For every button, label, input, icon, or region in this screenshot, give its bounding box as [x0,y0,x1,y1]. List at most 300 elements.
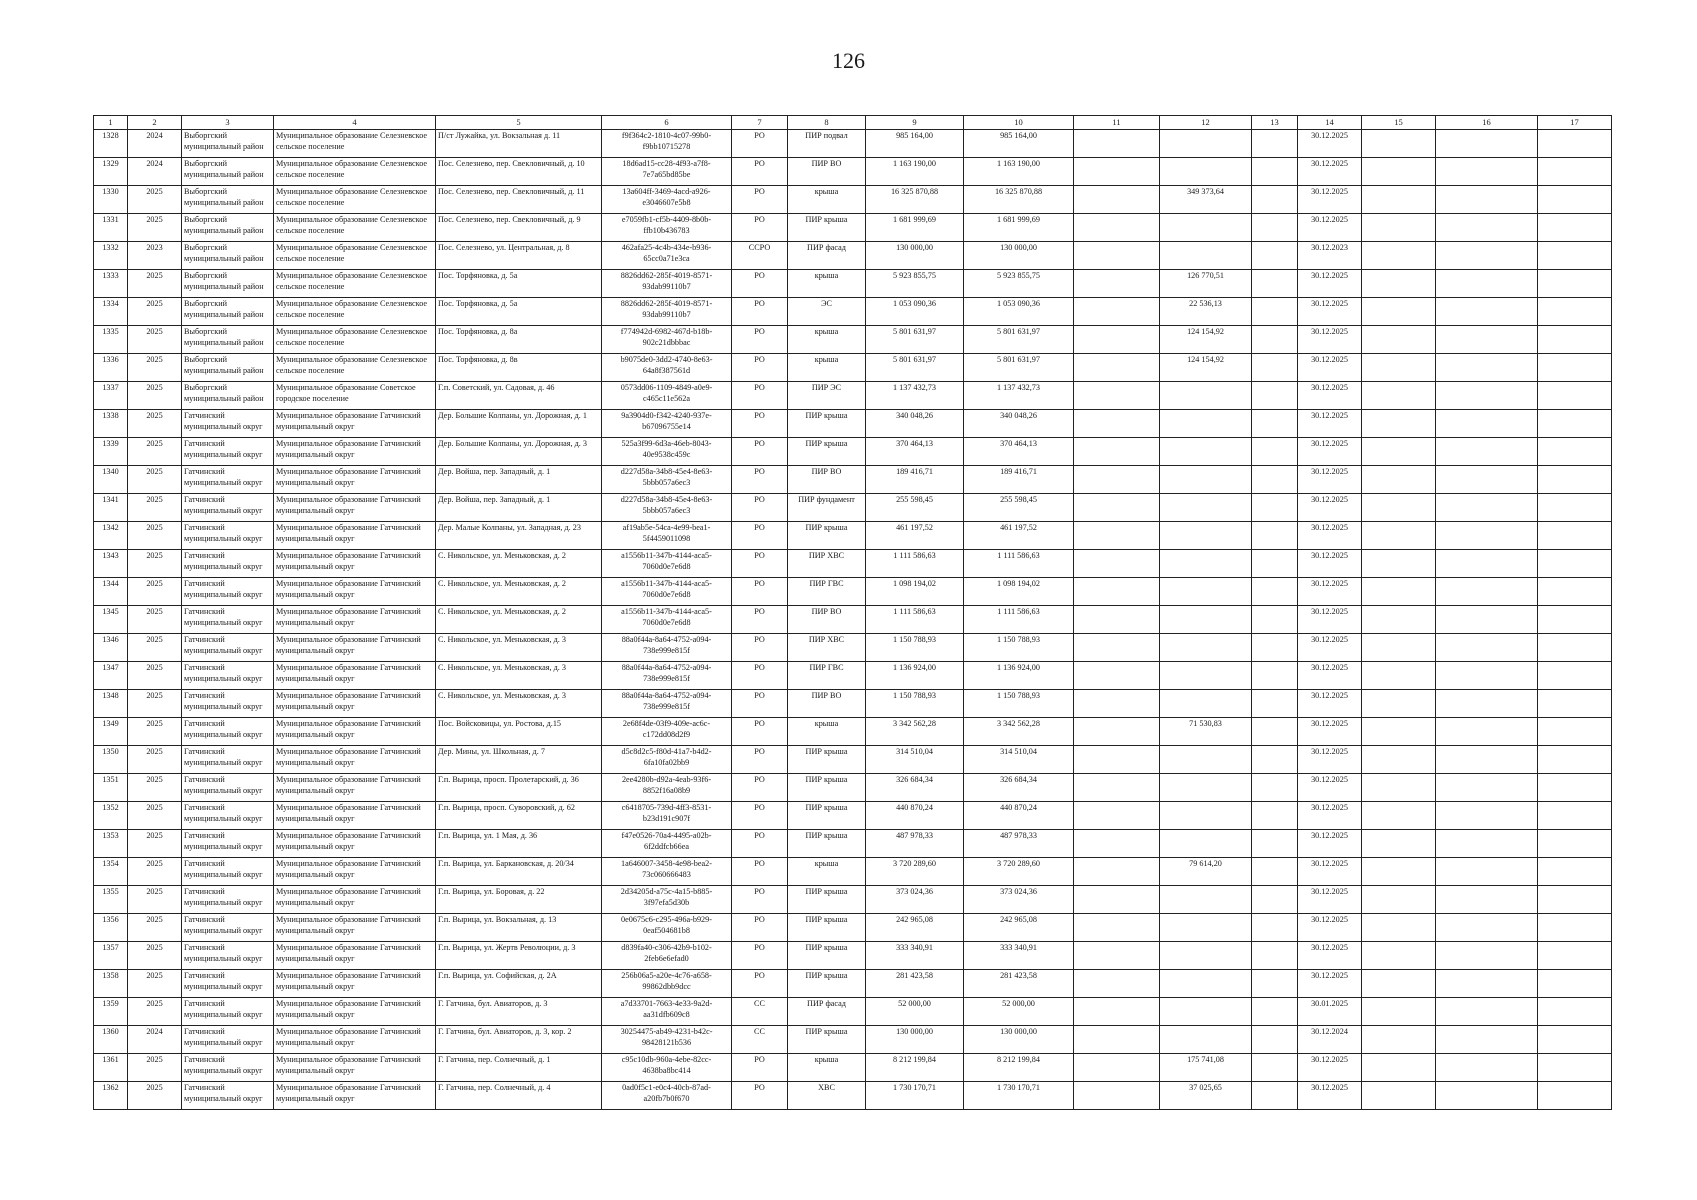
cell-col-11 [1074,886,1160,914]
cell-cost-total: 189 416,71 [866,466,964,494]
cell-col-13 [1252,914,1298,942]
cell-program-type: ССРО [732,242,788,270]
cell-col-15 [1362,466,1436,494]
cell-municipality: Муниципальное образование Гатчинский муниципальный округ [274,830,436,858]
cell-year: 2025 [128,270,182,298]
cell-col-16 [1436,690,1538,718]
cell-district: Гатчинский муниципальный округ [182,690,274,718]
cell-program-type: РО [732,578,788,606]
cell-col-16 [1436,802,1538,830]
cell-deadline: 30.12.2025 [1298,662,1362,690]
cell-district: Гатчинский муниципальный округ [182,410,274,438]
cell-address: С. Никольское, ул. Меньковская, д. 3 [436,634,602,662]
cell-year: 2025 [128,494,182,522]
cell-year: 2025 [128,298,182,326]
cell-address: Г.п. Вырица, ул. Баркановская, д. 20/34 [436,858,602,886]
cell-municipality: Муниципальное образование Советское городское поселение [274,382,436,410]
cell-address: Г. Гатчина, бул. Авиаторов, д. 3 [436,998,602,1026]
cell-program-type: РО [732,438,788,466]
cell-cost-planned: 340 048,26 [964,410,1074,438]
cell-object-guid: 88a0f44a-8a64-4752-a094-738e999e815f [602,634,732,662]
cell-deadline: 30.12.2025 [1298,1082,1362,1110]
cell-address: Г.п. Вырица, просп. Пролетарский, д. 36 [436,774,602,802]
cell-col-16 [1436,1054,1538,1082]
cell-deadline: 30.12.2025 [1298,830,1362,858]
cell-district: Гатчинский муниципальный округ [182,830,274,858]
cell-address: Дер. Мины, ул. Школьная, д. 7 [436,746,602,774]
cell-col-13 [1252,606,1298,634]
cell-col-17 [1538,494,1612,522]
cell-deadline: 30.12.2025 [1298,158,1362,186]
cell-col-11 [1074,326,1160,354]
cell-col-12 [1160,410,1252,438]
cell-address: Пос. Селезнево, пер. Свекловичный, д. 11 [436,186,602,214]
table-row [94,438,1612,466]
table-row [94,718,1612,746]
cell-col-16 [1436,942,1538,970]
cell-cost-planned: 373 024,36 [964,886,1074,914]
cell-col-11 [1074,1026,1160,1054]
cell-col-16 [1436,494,1538,522]
cell-object-guid: 0e0675c6-c295-496a-b929-0eaf504681b8 [602,914,732,942]
cell-col-12 [1160,774,1252,802]
cell-col-11 [1074,494,1160,522]
cell-col-16 [1436,970,1538,998]
cell-col-17 [1538,466,1612,494]
cell-municipality: Муниципальное образование Гатчинский муниципальный округ [274,1082,436,1110]
table-row [94,522,1612,550]
cell-col-17 [1538,270,1612,298]
table-row [94,746,1612,774]
cell-col-17 [1538,550,1612,578]
cell-year: 2025 [128,746,182,774]
cell-cost-planned: 255 598,45 [964,494,1074,522]
cell-work-type: ПИР ВО [788,690,866,718]
cell-col-15 [1362,354,1436,382]
cell-col-11 [1074,914,1160,942]
cell-address: Г.п. Вырица, ул. Жертв Революции, д. 3 [436,942,602,970]
cell-row-number: 1340 [94,466,128,494]
cell-cost-planned: 5 923 855,75 [964,270,1074,298]
cell-col-12 [1160,130,1252,158]
cell-address: Пос. Селезнево, ул. Центральная, д. 8 [436,242,602,270]
cell-program-type: РО [732,802,788,830]
cell-address: С. Никольское, ул. Меньковская, д. 3 [436,662,602,690]
cell-municipality: Муниципальное образование Гатчинский муниципальный округ [274,718,436,746]
cell-object-guid: af19ab5e-54ca-4e99-bea1-5f4459011098 [602,522,732,550]
cell-district: Выборгский муниципальный район [182,186,274,214]
cell-col-16 [1436,326,1538,354]
cell-work-type: ПИР ХВС [788,550,866,578]
cell-col-17 [1538,802,1612,830]
cell-cost-total: 1 150 788,93 [866,690,964,718]
cell-deadline: 30.12.2025 [1298,858,1362,886]
cell-district: Гатчинский муниципальный округ [182,466,274,494]
cell-object-guid: 1a646007-3458-4e98-bea2-73c060666483 [602,858,732,886]
cell-work-type: крыша [788,186,866,214]
document-table-container [93,115,1611,1110]
cell-col-13 [1252,718,1298,746]
cell-cost-planned: 314 510,04 [964,746,1074,774]
cell-row-number: 1361 [94,1054,128,1082]
cell-col-11 [1074,186,1160,214]
cell-district: Выборгский муниципальный район [182,270,274,298]
cell-row-number: 1348 [94,690,128,718]
table-row [94,298,1612,326]
cell-col-13 [1252,830,1298,858]
cell-cost-planned: 461 197,52 [964,522,1074,550]
cell-col-12: 79 614,20 [1160,858,1252,886]
cell-address: Г.п. Вырица, ул. Софийская, д. 2А [436,970,602,998]
cell-cost-total: 8 212 199,84 [866,1054,964,1082]
cell-district: Гатчинский муниципальный округ [182,914,274,942]
cell-municipality: Муниципальное образование Гатчинский муниципальный округ [274,690,436,718]
cell-col-11 [1074,158,1160,186]
cell-cost-total: 16 325 870,88 [866,186,964,214]
cell-col-15 [1362,942,1436,970]
cell-municipality: Муниципальное образование Гатчинский муниципальный округ [274,1054,436,1082]
cell-deadline: 30.12.2025 [1298,886,1362,914]
cell-municipality: Муниципальное образование Гатчинский муниципальный округ [274,578,436,606]
cell-row-number: 1349 [94,718,128,746]
cell-program-type: СС [732,1026,788,1054]
cell-col-15 [1362,858,1436,886]
cell-address: Дер. Войша, пер. Западный, д. 1 [436,494,602,522]
cell-work-type: ПИР крыша [788,802,866,830]
cell-col-17 [1538,1026,1612,1054]
cell-object-guid: d227d58a-34b8-45e4-8e63-5bbb057a6ec3 [602,466,732,494]
cell-cost-total: 370 464,13 [866,438,964,466]
cell-program-type: РО [732,1082,788,1110]
cell-col-11 [1074,522,1160,550]
cell-work-type: ПИР ЭС [788,382,866,410]
cell-deadline: 30.12.2023 [1298,242,1362,270]
cell-col-13 [1252,270,1298,298]
cell-address: Дер. Войша, пер. Западный, д. 1 [436,466,602,494]
cell-col-13 [1252,970,1298,998]
cell-col-16 [1436,466,1538,494]
cell-col-13 [1252,662,1298,690]
column-header-16: 16 [1436,116,1538,130]
cell-year: 2025 [128,690,182,718]
cell-municipality: Муниципальное образование Гатчинский муниципальный округ [274,438,436,466]
table-row [94,466,1612,494]
cell-col-13 [1252,746,1298,774]
cell-object-guid: d839fa40-c306-42b9-b102-2feb6e6efad0 [602,942,732,970]
cell-district: Гатчинский муниципальный округ [182,550,274,578]
cell-address: Пос. Торфяновка, д. 5а [436,298,602,326]
cell-work-type: ПИР крыша [788,214,866,242]
cell-address: П/ст Лужайка, ул. Вокзальная д. 11 [436,130,602,158]
cell-col-11 [1074,1082,1160,1110]
cell-address: Пос. Торфяновка, д. 8в [436,354,602,382]
cell-cost-total: 1 163 190,00 [866,158,964,186]
column-header-17: 17 [1538,116,1612,130]
table-row [94,382,1612,410]
cell-district: Гатчинский муниципальный округ [182,606,274,634]
cell-cost-planned: 1 137 432,73 [964,382,1074,410]
cell-deadline: 30.12.2025 [1298,438,1362,466]
cell-year: 2025 [128,578,182,606]
cell-col-17 [1538,522,1612,550]
table-row [94,606,1612,634]
cell-work-type: ПИР крыша [788,438,866,466]
cell-address: Г.п. Вырица, ул. 1 Мая, д. 36 [436,830,602,858]
cell-address: Г.п. Вырица, ул. Боровая, д. 22 [436,886,602,914]
cell-col-15 [1362,410,1436,438]
cell-row-number: 1333 [94,270,128,298]
cell-municipality: Муниципальное образование Селезневское сельское поселение [274,158,436,186]
cell-row-number: 1338 [94,410,128,438]
cell-program-type: РО [732,1054,788,1082]
cell-col-12: 22 536,13 [1160,298,1252,326]
cell-col-15 [1362,158,1436,186]
cell-col-17 [1538,298,1612,326]
cell-cost-planned: 1 053 090,36 [964,298,1074,326]
cell-object-guid: c6418705-739d-4ff3-8531-b23d191c907f [602,802,732,830]
cell-deadline: 30.12.2025 [1298,942,1362,970]
table-row [94,998,1612,1026]
cell-cost-total: 1 111 586,63 [866,550,964,578]
cell-col-13 [1252,522,1298,550]
cell-cost-total: 1 150 788,93 [866,634,964,662]
cell-deadline: 30.12.2025 [1298,1054,1362,1082]
table-row [94,158,1612,186]
cell-object-guid: 18d6ad15-cc28-4f93-a7f8-7e7a65bd85be [602,158,732,186]
cell-col-12 [1160,662,1252,690]
cell-col-16 [1436,438,1538,466]
cell-col-11 [1074,1054,1160,1082]
column-header-8: 8 [788,116,866,130]
cell-object-guid: e7059fb1-cf5b-4409-8b0b-ffb10b436783 [602,214,732,242]
cell-district: Гатчинский муниципальный округ [182,774,274,802]
cell-year: 2025 [128,998,182,1026]
cell-cost-total: 1 681 999,69 [866,214,964,242]
cell-col-11 [1074,606,1160,634]
cell-col-17 [1538,634,1612,662]
cell-cost-total: 242 965,08 [866,914,964,942]
cell-program-type: РО [732,130,788,158]
cell-object-guid: 2d34205d-a75c-4a15-b885-3f97efa5d30b [602,886,732,914]
cell-col-12 [1160,606,1252,634]
table-row [94,326,1612,354]
cell-district: Гатчинский муниципальный округ [182,886,274,914]
cell-program-type: РО [732,718,788,746]
cell-municipality: Муниципальное образование Гатчинский муниципальный округ [274,774,436,802]
cell-row-number: 1329 [94,158,128,186]
cell-col-11 [1074,270,1160,298]
cell-object-guid: 8826dd62-285f-4019-8571-93dab99110b7 [602,270,732,298]
cell-year: 2025 [128,606,182,634]
cell-row-number: 1355 [94,886,128,914]
cell-col-15 [1362,830,1436,858]
cell-cost-total: 255 598,45 [866,494,964,522]
cell-object-guid: 462afa25-4c4b-434e-b936-65cc0a71e3ca [602,242,732,270]
cell-year: 2025 [128,522,182,550]
cell-col-16 [1436,746,1538,774]
cell-year: 2025 [128,858,182,886]
cell-cost-planned: 242 965,08 [964,914,1074,942]
cell-deadline: 30.12.2025 [1298,410,1362,438]
cell-district: Выборгский муниципальный район [182,354,274,382]
cell-program-type: РО [732,158,788,186]
cell-col-17 [1538,718,1612,746]
column-header-12: 12 [1160,116,1252,130]
cell-object-guid: a1556b11-347b-4144-aca5-7060d0e7e6d8 [602,550,732,578]
cell-row-number: 1356 [94,914,128,942]
cell-col-16 [1436,998,1538,1026]
cell-deadline: 30.12.2025 [1298,802,1362,830]
cell-row-number: 1359 [94,998,128,1026]
cell-cost-total: 1 098 194,02 [866,578,964,606]
cell-col-13 [1252,1082,1298,1110]
cell-address: Г.п. Советский, ул. Садовая, д. 46 [436,382,602,410]
cell-district: Гатчинский муниципальный округ [182,662,274,690]
cell-col-11 [1074,690,1160,718]
cell-work-type: ПИР крыша [788,830,866,858]
cell-year: 2025 [128,970,182,998]
cell-col-13 [1252,802,1298,830]
cell-col-15 [1362,550,1436,578]
cell-col-15 [1362,242,1436,270]
cell-cost-planned: 189 416,71 [964,466,1074,494]
cell-program-type: РО [732,270,788,298]
cell-work-type: крыша [788,354,866,382]
cell-deadline: 30.12.2025 [1298,914,1362,942]
cell-object-guid: 9a3904d0-f342-4240-937e-b67096755e14 [602,410,732,438]
cell-col-12 [1160,886,1252,914]
cell-deadline: 30.12.2025 [1298,718,1362,746]
cell-deadline: 30.12.2025 [1298,578,1362,606]
cell-col-12: 349 373,64 [1160,186,1252,214]
cell-row-number: 1330 [94,186,128,214]
cell-deadline: 30.12.2025 [1298,214,1362,242]
cell-col-11 [1074,634,1160,662]
table-row [94,550,1612,578]
cell-work-type: ХВС [788,1082,866,1110]
cell-deadline: 30.12.2025 [1298,326,1362,354]
table-row [94,942,1612,970]
cell-col-11 [1074,662,1160,690]
cell-district: Выборгский муниципальный район [182,382,274,410]
table-row [94,886,1612,914]
cell-year: 2025 [128,186,182,214]
cell-deadline: 30.12.2025 [1298,186,1362,214]
cell-year: 2025 [128,438,182,466]
cell-row-number: 1337 [94,382,128,410]
cell-col-13 [1252,942,1298,970]
cell-col-12 [1160,494,1252,522]
cell-col-17 [1538,970,1612,998]
cell-col-15 [1362,634,1436,662]
cell-col-16 [1436,718,1538,746]
cell-col-12 [1160,466,1252,494]
cell-municipality: Муниципальное образование Гатчинский муниципальный округ [274,998,436,1026]
cell-row-number: 1351 [94,774,128,802]
cell-deadline: 30.12.2025 [1298,270,1362,298]
cell-col-17 [1538,578,1612,606]
cell-col-13 [1252,774,1298,802]
cell-cost-planned: 5 801 631,97 [964,354,1074,382]
cell-district: Выборгский муниципальный район [182,242,274,270]
column-header-7: 7 [732,116,788,130]
cell-col-13 [1252,578,1298,606]
cell-col-16 [1436,550,1538,578]
cell-col-11 [1074,830,1160,858]
cell-cost-total: 1 053 090,36 [866,298,964,326]
cell-row-number: 1358 [94,970,128,998]
cell-cost-total: 130 000,00 [866,1026,964,1054]
cell-cost-total: 3 720 289,60 [866,858,964,886]
cell-work-type: ПИР ХВС [788,634,866,662]
cell-cost-total: 130 000,00 [866,242,964,270]
cell-col-16 [1436,662,1538,690]
cell-col-13 [1252,326,1298,354]
cell-municipality: Муниципальное образование Гатчинский муниципальный округ [274,522,436,550]
cell-row-number: 1331 [94,214,128,242]
cell-row-number: 1352 [94,802,128,830]
cell-col-16 [1436,298,1538,326]
cell-col-16 [1436,242,1538,270]
cell-row-number: 1341 [94,494,128,522]
cell-col-15 [1362,578,1436,606]
cell-work-type: ПИР крыша [788,886,866,914]
cell-cost-total: 1 136 924,00 [866,662,964,690]
cell-col-11 [1074,998,1160,1026]
cell-cost-planned: 5 801 631,97 [964,326,1074,354]
cell-row-number: 1339 [94,438,128,466]
cell-municipality: Муниципальное образование Гатчинский муниципальный округ [274,494,436,522]
cell-col-12 [1160,522,1252,550]
cell-year: 2025 [128,326,182,354]
cell-col-15 [1362,802,1436,830]
cell-col-11 [1074,970,1160,998]
column-header-11: 11 [1074,116,1160,130]
cell-col-13 [1252,242,1298,270]
column-header-4: 4 [274,116,436,130]
cell-object-guid: 0ad0f5c1-e0c4-40cb-87ad-a20fb7b0f670 [602,1082,732,1110]
cell-col-15 [1362,1026,1436,1054]
cell-row-number: 1334 [94,298,128,326]
cell-program-type: РО [732,830,788,858]
cell-col-15 [1362,522,1436,550]
cell-year: 2024 [128,1026,182,1054]
cell-col-16 [1436,158,1538,186]
cell-municipality: Муниципальное образование Гатчинский муниципальный округ [274,858,436,886]
cell-address: Г.п. Вырица, ул. Вокзальная, д. 13 [436,914,602,942]
cell-deadline: 30.12.2025 [1298,746,1362,774]
cell-col-12 [1160,914,1252,942]
cell-col-15 [1362,746,1436,774]
column-header-6: 6 [602,116,732,130]
cell-col-15 [1362,662,1436,690]
cell-col-12 [1160,242,1252,270]
cell-col-17 [1538,774,1612,802]
cell-cost-total: 373 024,36 [866,886,964,914]
cell-col-15 [1362,606,1436,634]
cell-district: Гатчинский муниципальный округ [182,1026,274,1054]
table-row [94,634,1612,662]
cell-cost-planned: 16 325 870,88 [964,186,1074,214]
cell-address: Дер. Большие Колпаны, ул. Дорожная, д. 3 [436,438,602,466]
cell-col-12 [1160,970,1252,998]
cell-col-17 [1538,130,1612,158]
cell-col-12 [1160,802,1252,830]
column-header-5: 5 [436,116,602,130]
cell-work-type: ПИР крыша [788,914,866,942]
cell-col-16 [1436,914,1538,942]
cell-year: 2025 [128,466,182,494]
